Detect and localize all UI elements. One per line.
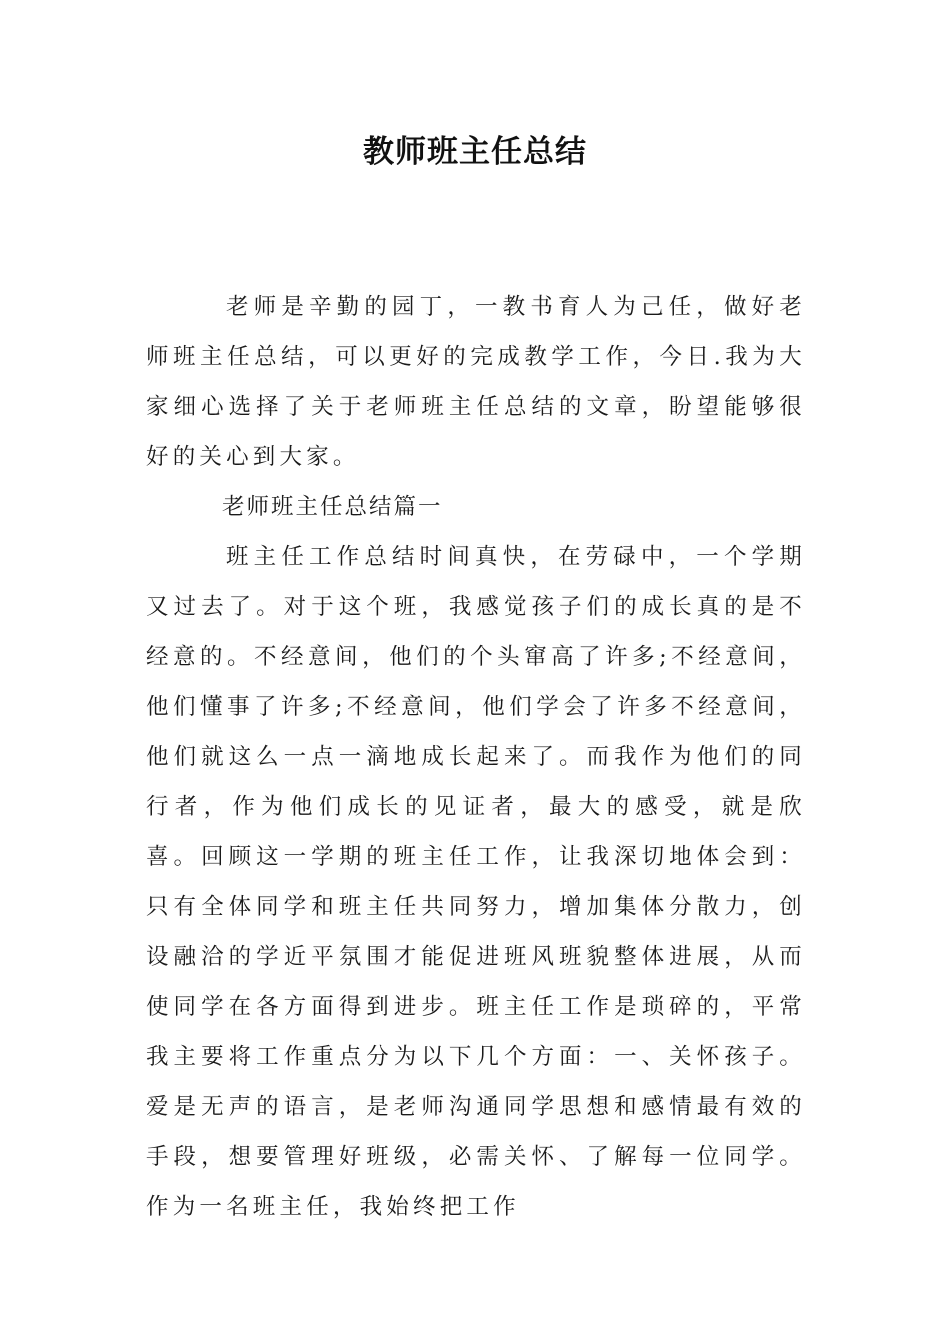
body-paragraph: 班主任工作总结时间真快，在劳碌中，一个学期又过去了。对于这个班，我感觉孩子们的成长真的是不经意的。不经意间，他们的个头窜高了许多;不经意间，他们懂事了许多;不经意间，他们学会了许多不经意间，他们就这么一点一滴地成长起来了。而我作为他们的同行者，作为他们成长的见证者，最大的感受，就是欣喜。回顾这一学期的班主任工作，让我深切地体会到：只有全体同学和班主任共同努力，增加集体分散力，创设融洽的学近平氛围才能促进班风班貌整体进展，从而使同学在各方面得到进步。班主任工作是琐碎的，平常我主要将工作重点分为以下几个方面：一、关怀孩子。爱是无声的语言，是老师沟通同学思想和感情最有效的手段，想要管理好班级，必需关怀、了解每一位同学。作为一名班主任，我始终把工作 (146, 544, 806, 1220)
section-heading: 老师班主任总结篇一 (222, 494, 443, 520)
document-body (146, 282, 806, 1232)
document-title: 教师班主任总结 (363, 134, 587, 170)
intro-paragraph: 老师是辛勤的园丁，一教书育人为己任，做好老师班主任总结，可以更好的完成教学工作，今日.我为大家细心选择了关于老师班主任总结的文章，盼望能够很好的关心到大家。 (146, 294, 806, 470)
